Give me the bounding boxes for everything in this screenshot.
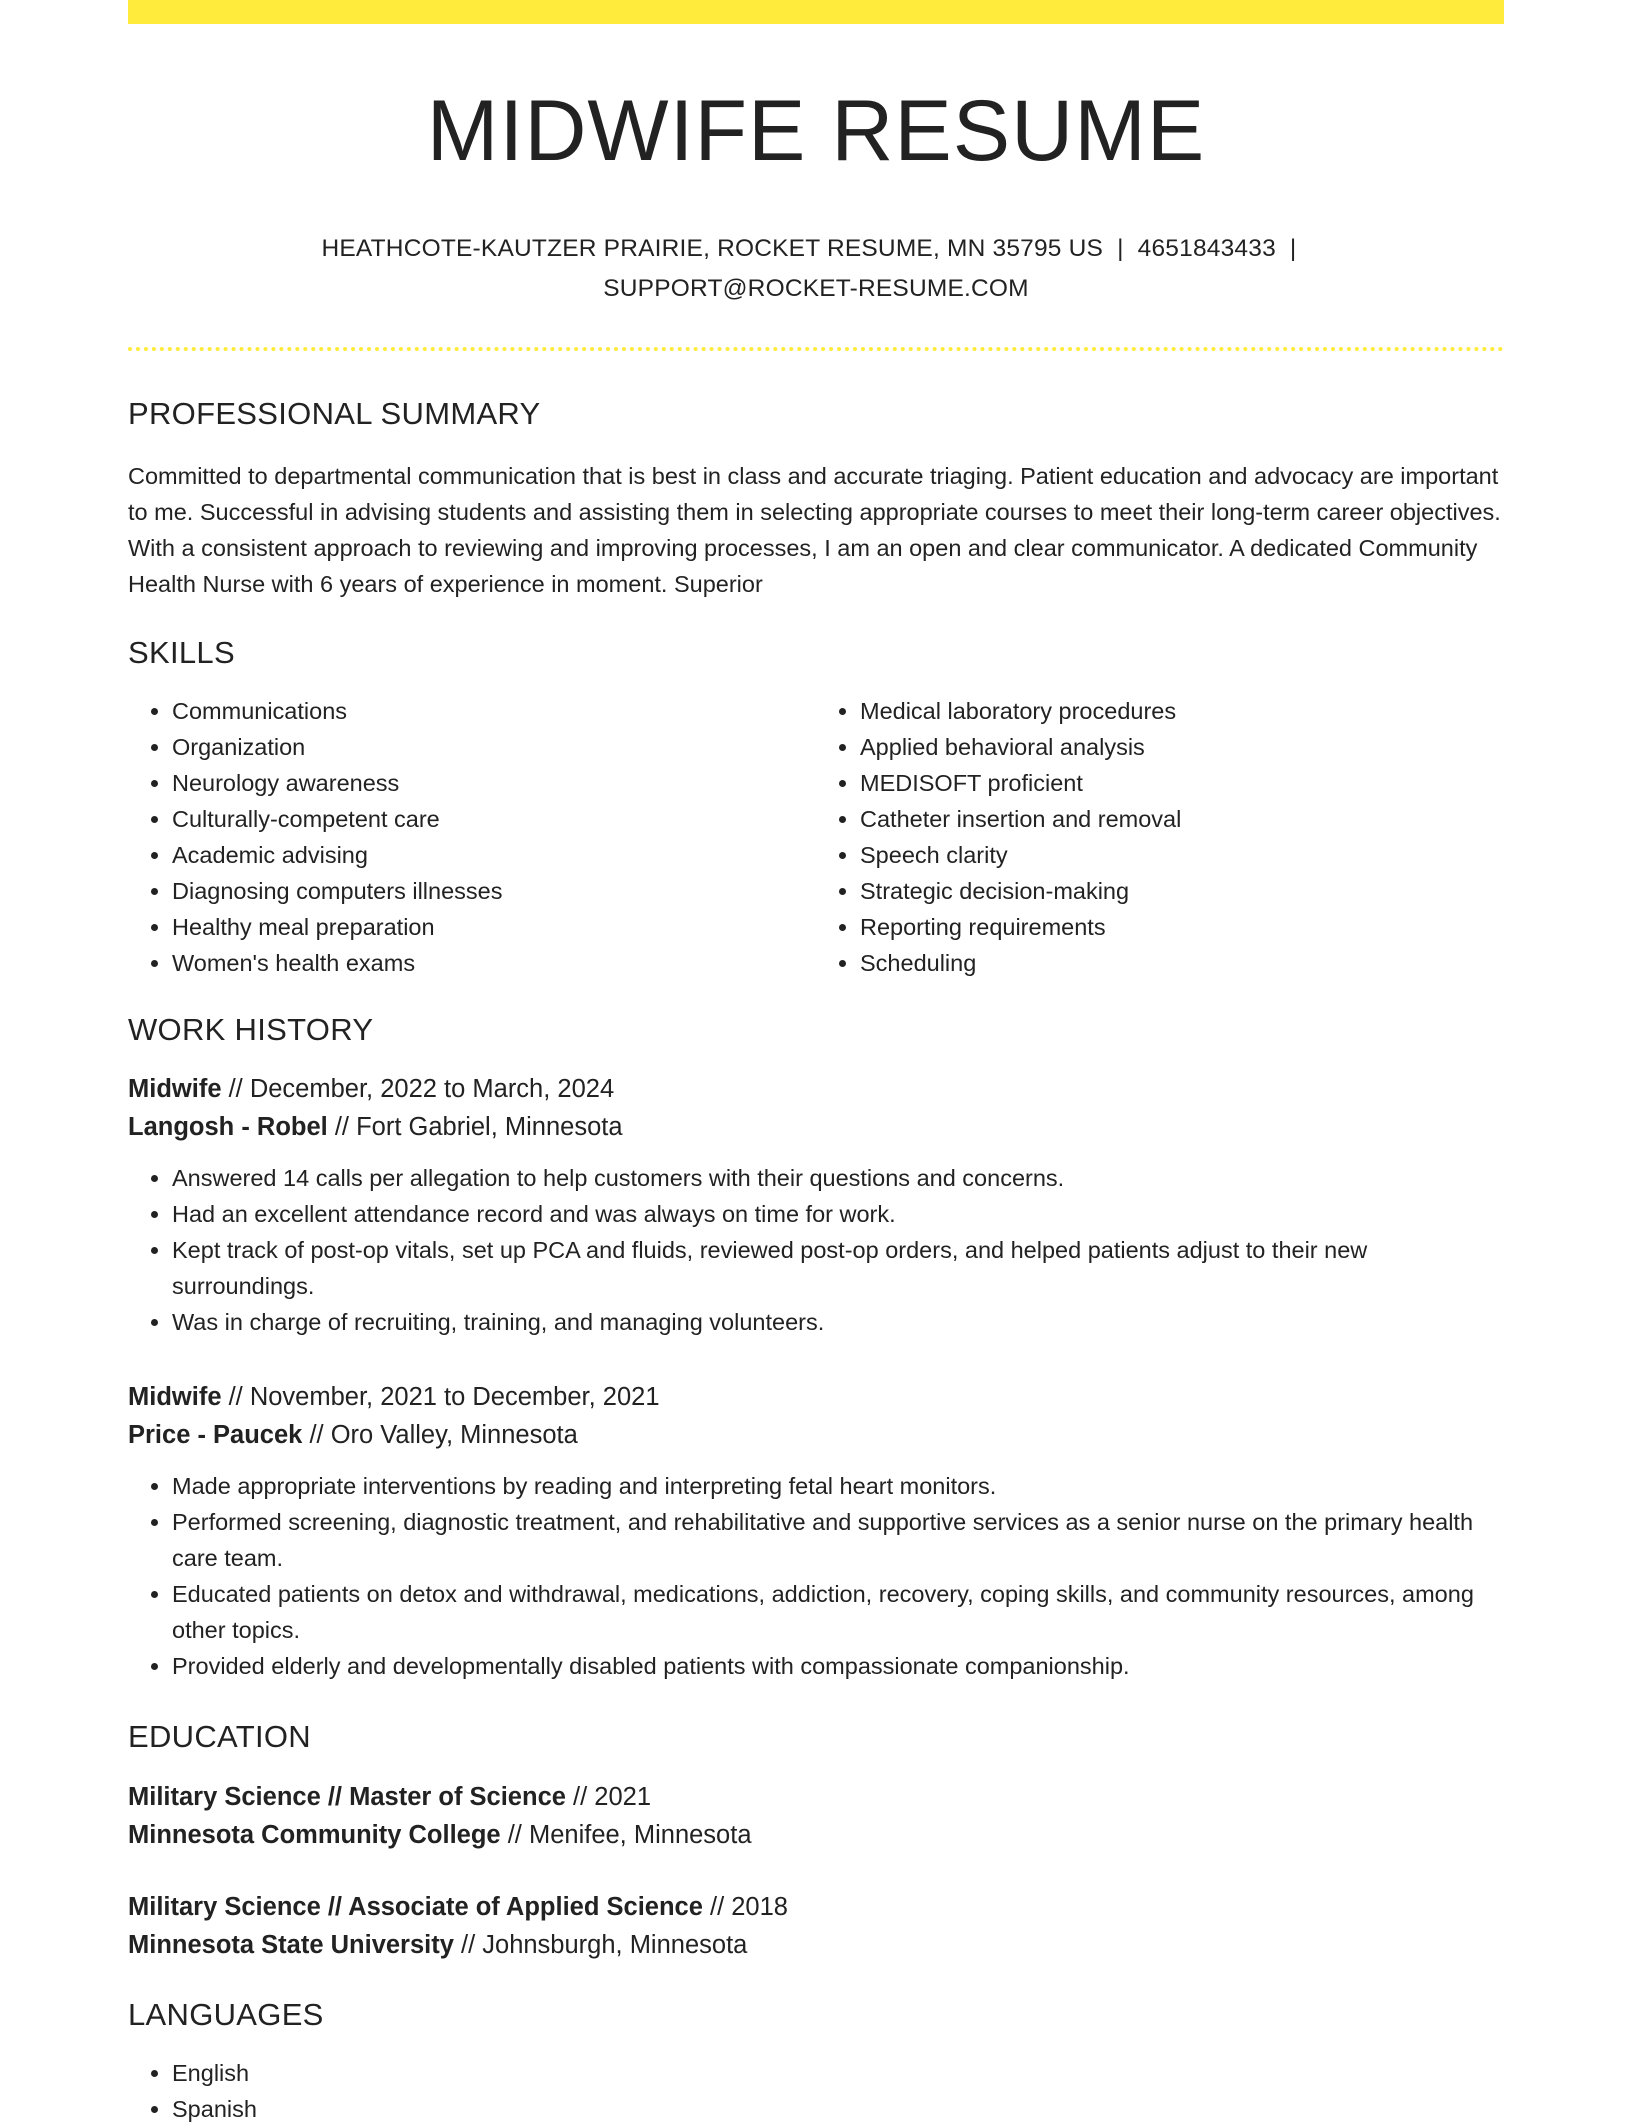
education-section [128, 1718, 1504, 1963]
job-duty: • Educated patients on detox and withdrawal, medications, addiction, recovery, coping skills, and community resources, among other topics. [172, 1576, 1504, 1648]
job-duty: • Kept track of post-op vitals, set up PCA and fluids, reviewed post-op orders, and helped patients adjust to their new surroundings. [172, 1232, 1504, 1304]
skill-item: • Organization [172, 729, 816, 765]
job-title: Midwife [128, 1383, 222, 1412]
skill-item: • Catheter insertion and removal [860, 801, 1504, 837]
degree: Military Science // Associate of Applied Science [128, 1892, 703, 1921]
contact-line-1 [128, 229, 1504, 269]
phone: 4651843433 [1137, 234, 1276, 262]
skill-item: • Culturally-competent care [172, 801, 816, 837]
contact-info [128, 229, 1504, 309]
language-item: • Spanish [172, 2091, 1504, 2127]
contact-line-2 [128, 269, 1504, 309]
email: SUPPORT@ROCKET-RESUME.COM [603, 274, 1029, 302]
job-entry [128, 1070, 1504, 1340]
job-duties [128, 1468, 1504, 1684]
job-entry [128, 1378, 1504, 1684]
skill-item: • Diagnosing computers illnesses [172, 873, 816, 909]
job-duty: • Made appropriate interventions by reading and interpreting fetal heart monitors. [172, 1468, 1504, 1504]
separator: | [1117, 234, 1124, 262]
skills-list-right [816, 693, 1504, 981]
skill-item: • Scheduling [860, 945, 1504, 981]
skill-item: • Neurology awareness [172, 765, 816, 801]
summary-heading: PROFESSIONAL SUMMARY [128, 395, 541, 431]
skills-columns [128, 693, 1504, 981]
skill-item: • Academic advising [172, 837, 816, 873]
accent-bar [128, 0, 1504, 24]
graduation-year: // 2018 [702, 1892, 788, 1921]
address: HEATHCOTE-KAUTZER PRAIRIE, ROCKET RESUME, MN 35795 US [321, 234, 1104, 262]
job-dates: // December, 2022 to March, 2024 [221, 1075, 615, 1104]
skill-item: • Women's health exams [172, 945, 816, 981]
school: Minnesota State University [128, 1930, 454, 1959]
job-duty: • Was in charge of recruiting, training, and managing volunteers. [172, 1304, 1504, 1340]
job-duties [128, 1160, 1504, 1340]
degree-line [128, 1888, 1504, 1926]
languages-section [128, 1996, 1504, 2127]
school-line [128, 1816, 1504, 1854]
resume-title: MIDWIFE RESUME [426, 83, 1206, 179]
job-duty: • Performed screening, diagnostic treatment, and rehabilitative and supportive services as a senior nurse on the primary health care team. [172, 1504, 1504, 1576]
job-location: // Fort Gabriel, Minnesota [327, 1113, 623, 1142]
job-company: Langosh - Robel [128, 1113, 328, 1142]
education-entry [128, 1888, 1504, 1964]
education-heading: EDUCATION [128, 1719, 311, 1755]
skill-item: • Communications [172, 693, 816, 729]
education-entry [128, 1778, 1504, 1854]
languages-list [128, 2055, 1504, 2127]
graduation-year: // 2021 [565, 1782, 652, 1811]
skill-item: • Speech clarity [860, 837, 1504, 873]
school-line [128, 1926, 1504, 1964]
language-item: • English [172, 2055, 1504, 2091]
skill-item: • Medical laboratory procedures [860, 693, 1504, 729]
school-location: // Menifee, Minnesota [500, 1820, 752, 1849]
dotted-divider [128, 347, 1504, 351]
skill-item: • MEDISOFT proficient [860, 765, 1504, 801]
job-title-line [128, 1378, 1504, 1416]
skills-section [128, 634, 1504, 981]
degree: Military Science // Master of Science [128, 1782, 566, 1811]
school-location: // Johnsburgh, Minnesota [453, 1930, 748, 1959]
work-history-section [128, 1011, 1504, 1684]
work-history-heading: WORK HISTORY [128, 1012, 374, 1048]
job-title-line [128, 1070, 1504, 1108]
job-dates: // November, 2021 to December, 2021 [221, 1383, 660, 1412]
job-title: Midwife [128, 1075, 222, 1104]
skill-item: • Applied behavioral analysis [860, 729, 1504, 765]
job-duty: • Had an excellent attendance record and was always on time for work. [172, 1196, 1504, 1232]
languages-heading: LANGUAGES [128, 1996, 324, 2032]
skill-item: • Healthy meal preparation [172, 909, 816, 945]
job-company-line [128, 1108, 1504, 1146]
job-duty: • Answered 14 calls per allegation to help customers with their questions and concerns. [172, 1160, 1504, 1196]
skill-item: • Reporting requirements [860, 909, 1504, 945]
skill-item: • Strategic decision-making [860, 873, 1504, 909]
degree-line [128, 1778, 1504, 1816]
skills-heading: SKILLS [128, 635, 235, 671]
job-location: // Oro Valley, Minnesota [302, 1421, 578, 1450]
school: Minnesota Community College [128, 1820, 501, 1849]
job-company-line [128, 1416, 1504, 1454]
resume-page [128, 0, 1504, 2127]
separator: | [1289, 234, 1297, 262]
job-duty: • Provided elderly and developmentally disabled patients with compassionate companionship. [172, 1648, 1504, 1684]
skills-list-left [128, 693, 816, 981]
job-company: Price - Paucek [128, 1421, 303, 1450]
summary-section [128, 395, 1504, 602]
summary-text: Committed to departmental communication that is best in class and accurate triaging. Patient education and advocacy are important to me. Successful in advising students and assisting them in selecting appropriate courses to meet their long-term career objectives. With a consistent approach to reviewing and improving processes, I am an open and clear communicator. A dedicated Community Health Nurse with 6 years of experience in moment. Superior [128, 463, 1501, 598]
